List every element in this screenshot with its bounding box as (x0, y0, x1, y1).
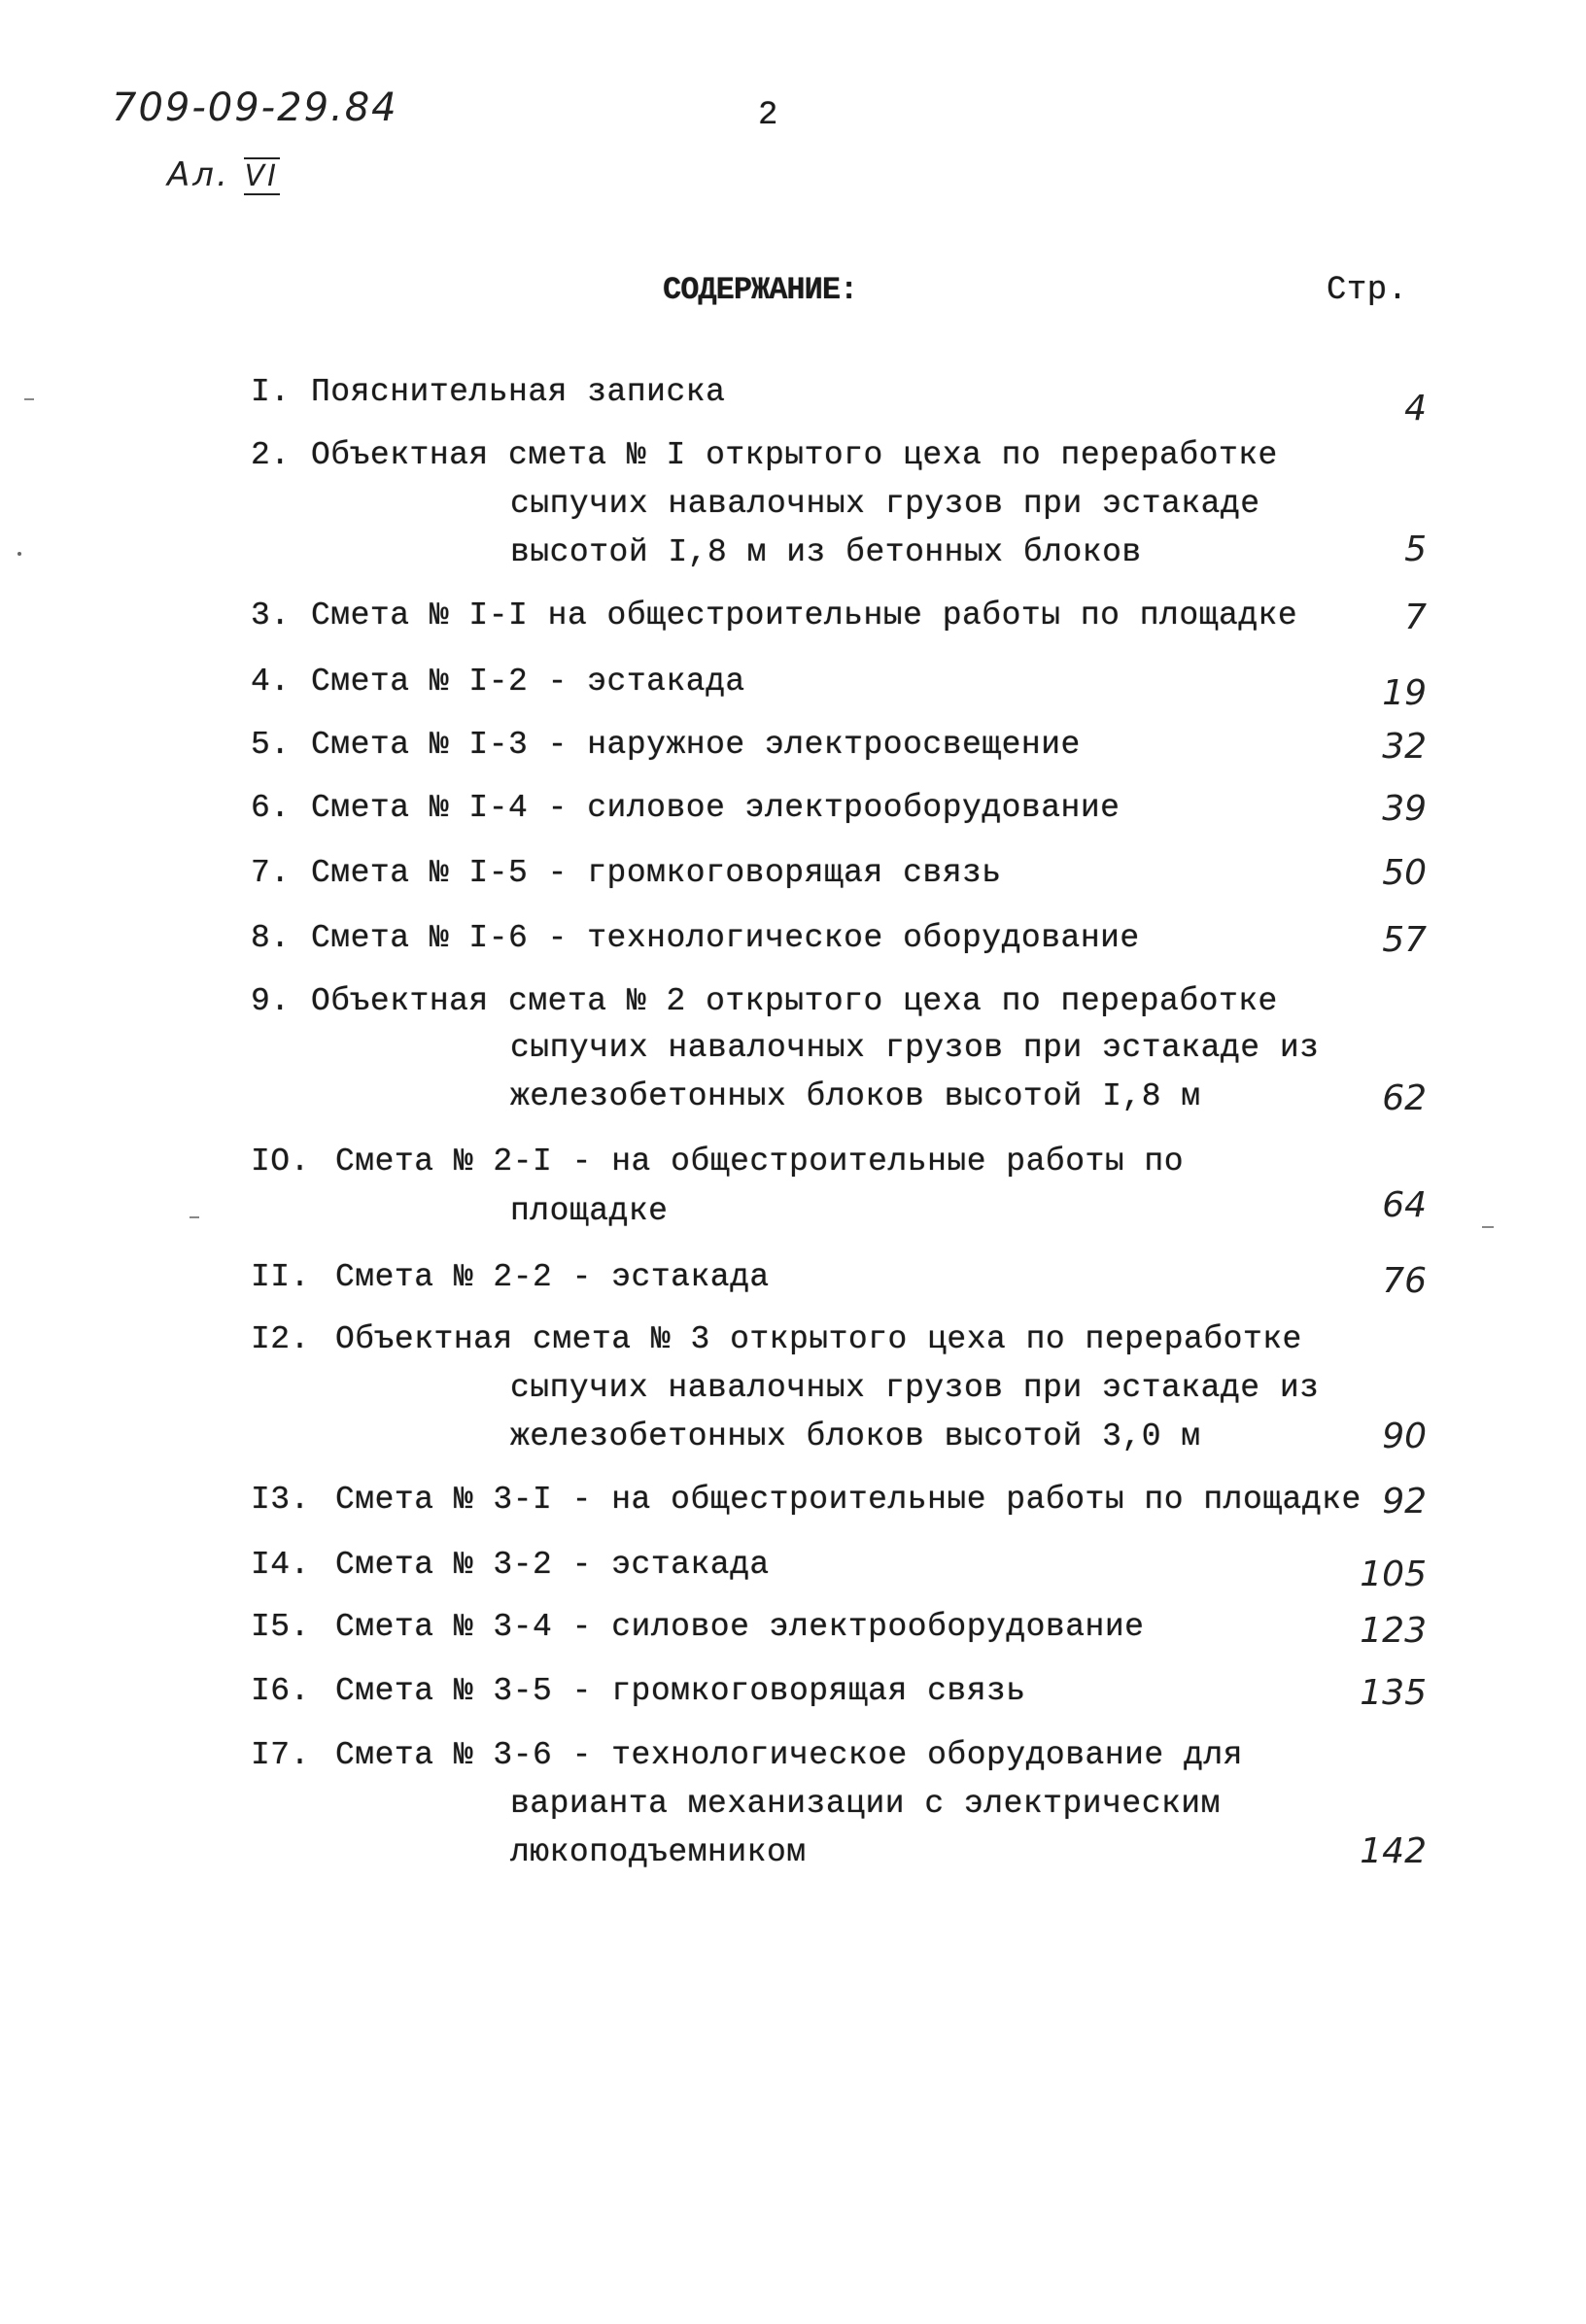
toc-item-title: Смета № 3-5 - громкоговорящая связь (335, 1673, 1026, 1709)
toc-item-page: 50 (1382, 853, 1427, 893)
toc-item-title-continuation: высотой I,8 м из бетонных блоков (510, 534, 1142, 570)
toc-item-title: Смета № 2-2 - эстакада (335, 1259, 770, 1295)
toc-item-page: 76 (1382, 1261, 1427, 1301)
toc-item-page: 19 (1382, 673, 1427, 713)
scan-mark (24, 398, 34, 400)
toc-item-title: Смета № 3-4 - силовое электрооборудование (335, 1609, 1145, 1645)
toc-item-title-continuation: сыпучих навалочных грузов при эстакаде из (510, 1030, 1320, 1066)
toc-item-number: 9. (251, 983, 291, 1019)
scan-mark (17, 552, 21, 556)
toc-item-title-continuation: сыпучих навалочных грузов при эстакаде (510, 486, 1260, 522)
toc-item-number: IO. (251, 1144, 310, 1179)
toc-item-page: 39 (1382, 789, 1427, 829)
document-code: 709-09-29.84 (112, 85, 398, 130)
toc-item-title-continuation: сыпучих навалочных грузов при эстакаде из (510, 1370, 1320, 1406)
toc-item-number: 3. (251, 598, 291, 633)
toc-item-number: 4. (251, 664, 291, 700)
toc-item-page: 5 (1404, 530, 1427, 569)
toc-item-page: 62 (1382, 1078, 1427, 1118)
toc-item-number: I6. (251, 1673, 310, 1709)
album-label (167, 155, 280, 194)
toc-item-title-continuation: железобетонных блоков высотой 3,0 м (510, 1418, 1201, 1454)
toc-item-page: 90 (1382, 1417, 1427, 1456)
toc-item-page: 4 (1404, 389, 1427, 428)
toc-item-number: II. (251, 1259, 310, 1295)
toc-item-page: 142 (1360, 1831, 1427, 1871)
toc-item-number: I. (251, 374, 291, 410)
toc-item-number: I4. (251, 1547, 310, 1583)
toc-item-title: Смета № I-2 - эстакада (311, 664, 745, 700)
toc-item-number: 6. (251, 790, 291, 826)
toc-title: СОДЕРЖАНИЕ: (663, 272, 858, 308)
toc-item-number: 8. (251, 920, 291, 956)
toc-item-title: Объектная смета № 2 открытого цеха по переработке (311, 983, 1278, 1019)
toc-item-page: 92 (1382, 1482, 1427, 1521)
toc-item-number: 5. (251, 727, 291, 763)
toc-item-title: Смета № 2-I - на общестроительные работы по (335, 1144, 1185, 1179)
toc-item-page: 135 (1360, 1673, 1427, 1713)
toc-item-title: Смета № I-4 - силовое электрооборудование (311, 790, 1121, 826)
toc-item-title: Смета № I-5 - громкоговорящая связь (311, 855, 1002, 891)
toc-item-page: 57 (1382, 920, 1427, 960)
toc-item-title: Смета № I-3 - наружное электроосвещение (311, 727, 1081, 763)
toc-item-number: I2. (251, 1321, 310, 1357)
toc-item-title: Смета № 3-I - на общестроительные работы по площадке (335, 1482, 1362, 1518)
toc-item-page: 64 (1382, 1185, 1427, 1225)
toc-item-page: 105 (1360, 1555, 1427, 1594)
toc-item-number: I7. (251, 1737, 310, 1773)
album-number: VI (244, 159, 279, 193)
scan-mark (190, 1216, 199, 1218)
scan-mark (1482, 1226, 1494, 1228)
toc-item-number: 7. (251, 855, 291, 891)
toc-item-title: Объектная смета № I открытого цеха по переработке (311, 437, 1278, 473)
page-column-label: Стр. (1327, 272, 1408, 309)
toc-item-page: 32 (1382, 727, 1427, 767)
toc-item-number: I3. (251, 1482, 310, 1518)
toc-item-title-continuation: люкоподъемником (510, 1834, 807, 1870)
toc-item-title: Смета № I-6 - технологическое оборудование (311, 920, 1140, 956)
toc-item-title: Объектная смета № 3 открытого цеха по переработке (335, 1321, 1302, 1357)
toc-item-page: 7 (1404, 598, 1427, 637)
album-prefix: Ал. (167, 155, 230, 194)
toc-item-title-continuation: железобетонных блоков высотой I,8 м (510, 1078, 1201, 1114)
toc-item-title: Смета № 3-6 - технологическое оборудование для (335, 1737, 1243, 1773)
toc-item-number: 2. (251, 437, 291, 473)
toc-item-title: Смета № I-I на общестроительные работы по площадке (311, 598, 1298, 633)
toc-item-title-continuation: варианта механизации с электрическим (510, 1786, 1221, 1822)
page-number: 2 (758, 97, 778, 134)
toc-item-title: Пояснительная записка (311, 374, 726, 410)
toc-item-page: 123 (1360, 1611, 1427, 1651)
toc-item-title-continuation: площадке (510, 1193, 669, 1229)
toc-item-title: Смета № 3-2 - эстакада (335, 1547, 770, 1583)
toc-item-number: I5. (251, 1609, 310, 1645)
